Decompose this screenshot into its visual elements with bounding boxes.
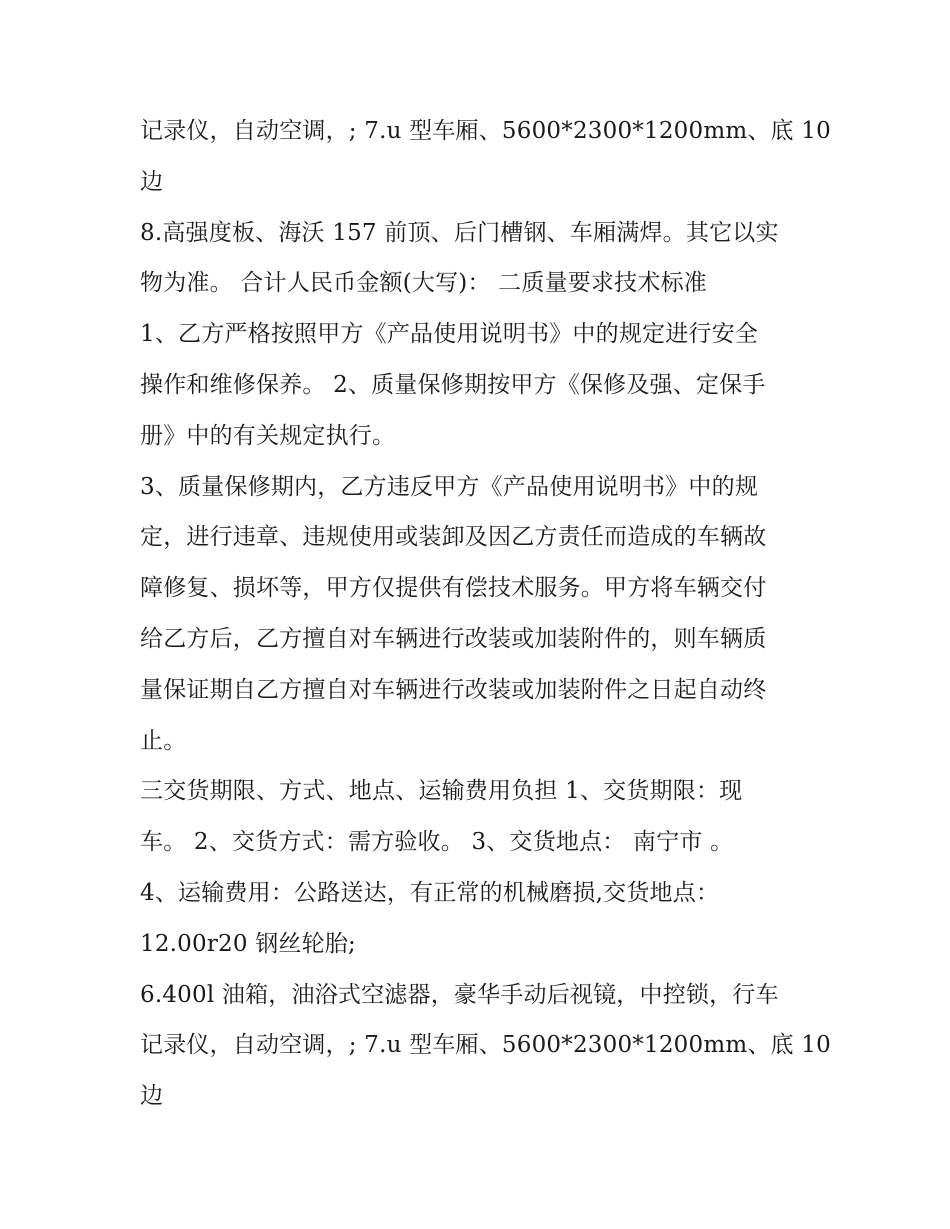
text-line: 量保证期自乙方擅自对车辆进行改装或加装附件之日起自动终	[140, 676, 767, 703]
text-line: 边	[140, 1083, 164, 1110]
text-line: 三交货期限、方式、地点、运输费用负担 1、交货期限：现	[140, 778, 743, 805]
text-line: 4、运输费用：公路送达，有正常的机械磨损,交货地点：	[140, 879, 720, 906]
text-line: 1、乙方严格按照甲方《产品使用说明书》中的规定进行安全	[140, 321, 759, 348]
text-line: 记录仪，自动空调，; 7.u 型车厢、5600*2300*1200mm、底 10	[140, 118, 831, 144]
text-line: 边	[140, 168, 164, 195]
text-line: 记录仪，自动空调，; 7.u 型车厢、5600*2300*1200mm、底 10	[140, 1032, 831, 1059]
text-line: 给乙方后，乙方擅自对车辆进行改装或加装附件的，则车辆质	[140, 625, 767, 652]
text-line: 障修复、损坏等，甲方仅提供有偿技术服务。甲方将车辆交付	[140, 575, 767, 602]
text-line: 操作和维修保养。 2、质量保修期按甲方《保修及强、定保手	[140, 371, 766, 398]
text-line: 止。	[140, 727, 187, 754]
text-line: 定，进行违章、违规使用或装卸及因乙方责任而造成的车辆故	[140, 524, 767, 551]
text-line: 3、质量保修期内，乙方违反甲方《产品使用说明书》中的规	[140, 473, 759, 500]
text-line: 物为准。 合计人民币金额(大写)： 二质量要求技术标准	[140, 270, 707, 297]
text-line: 册》中的有关规定执行。	[140, 422, 396, 449]
text-line: 8.高强度板、海沃 157 前顶、后门槽钢、车厢满焊。其它以实	[140, 219, 779, 246]
text-line: 6.400l 油箱，油浴式空滤器，豪华手动后视镜，中控锁，行车	[140, 981, 779, 1008]
text-line: 12.00r20 钢丝轮胎;	[140, 930, 356, 957]
document-body	[140, 106, 831, 1122]
text-line: 车。 2、交货方式：需方验收。 3、交货地点： 南宁市 。	[140, 829, 734, 856]
